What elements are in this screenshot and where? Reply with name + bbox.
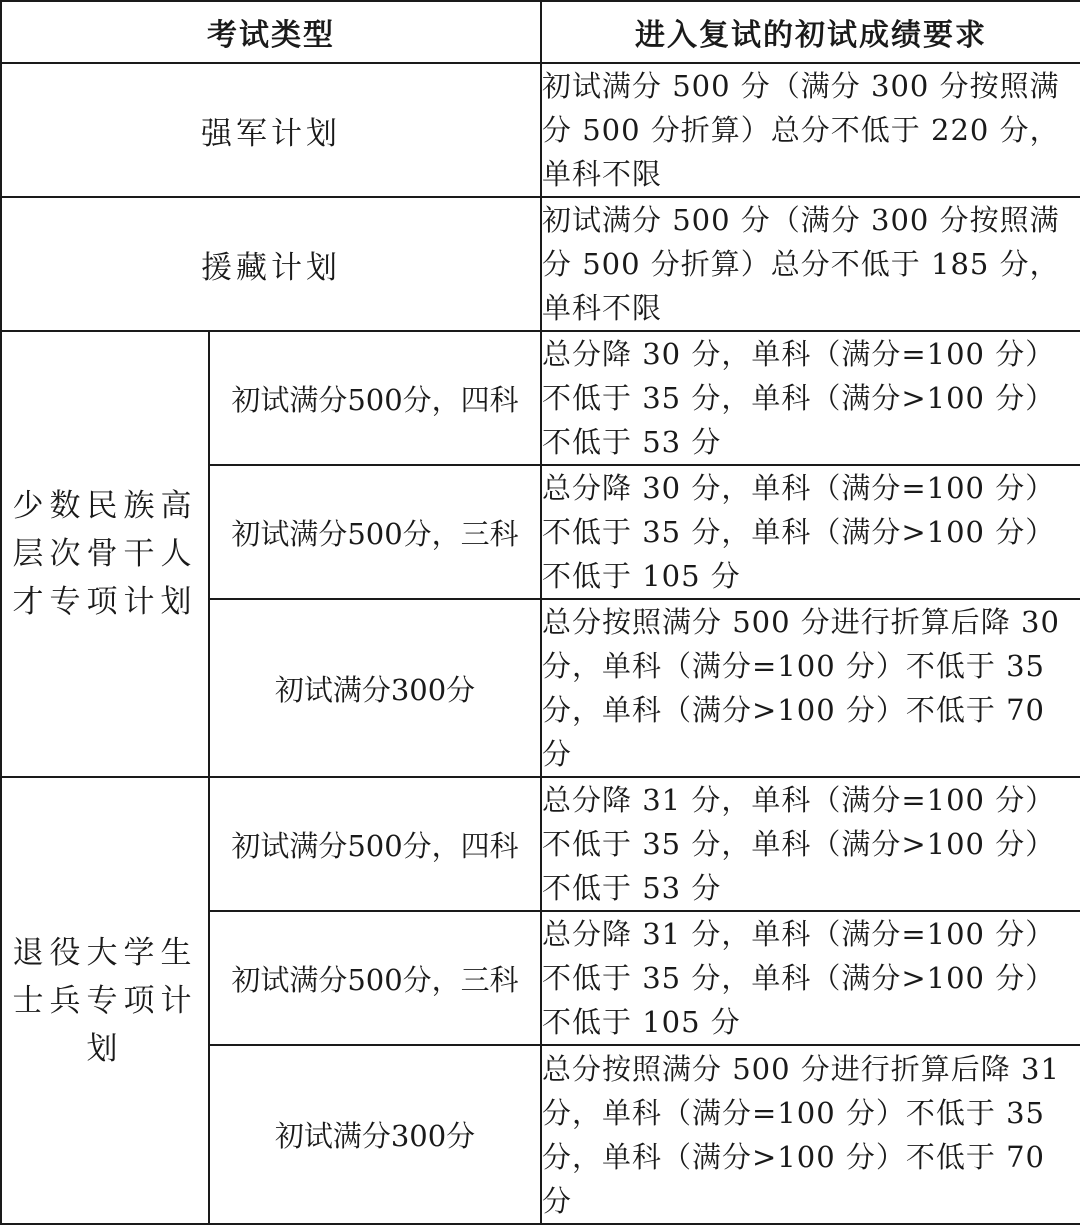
requirement-cell: 总分降 31 分，单科（满分=100 分）不低于 35 分，单科（满分>100 分）不低于 53 分	[541, 777, 1080, 911]
table-header-row	[1, 1, 1080, 63]
plan-group-cell: 退役大学生士兵专项计划	[1, 777, 209, 1224]
condition-cell: 初试满分500分，四科	[209, 777, 541, 911]
condition-cell: 初试满分500分，四科	[209, 331, 541, 465]
header-exam-type: 考试类型	[1, 1, 541, 63]
table-row	[1, 331, 1080, 465]
requirement-cell: 总分降 31 分，单科（满分=100 分）不低于 35 分，单科（满分>100 分）不低于 105 分	[541, 911, 1080, 1045]
requirement-cell: 总分按照满分 500 分进行折算后降 31 分，单科（满分=100 分）不低于 35 分，单科（满分>100 分）不低于 70 分	[541, 1045, 1080, 1224]
table-row	[1, 63, 1080, 197]
header-requirement: 进入复试的初试成绩要求	[541, 1, 1080, 63]
plan-group-cell: 少数民族高层次骨干人才专项计划	[1, 331, 209, 777]
table-row	[1, 777, 1080, 911]
requirement-cell: 总分降 30 分，单科（满分=100 分）不低于 35 分，单科（满分>100 分）不低于 53 分	[541, 331, 1080, 465]
requirement-cell: 总分按照满分 500 分进行折算后降 30 分，单科（满分=100 分）不低于 35 分，单科（满分>100 分）不低于 70 分	[541, 599, 1080, 777]
requirement-cell: 初试满分 500 分（满分 300 分按照满分 500 分折算）总分不低于 185 分，单科不限	[541, 197, 1080, 331]
requirement-cell: 初试满分 500 分（满分 300 分按照满分 500 分折算）总分不低于 220 分，单科不限	[541, 63, 1080, 197]
exam-type-cell: 强军计划	[1, 63, 541, 197]
table-row	[1, 197, 1080, 331]
condition-cell: 初试满分500分，三科	[209, 465, 541, 599]
condition-cell: 初试满分300分	[209, 599, 541, 777]
exam-type-cell: 援藏计划	[1, 197, 541, 331]
requirement-cell: 总分降 30 分，单科（满分=100 分）不低于 35 分，单科（满分>100 分）不低于 105 分	[541, 465, 1080, 599]
condition-cell: 初试满分500分，三科	[209, 911, 541, 1045]
condition-cell: 初试满分300分	[209, 1045, 541, 1224]
